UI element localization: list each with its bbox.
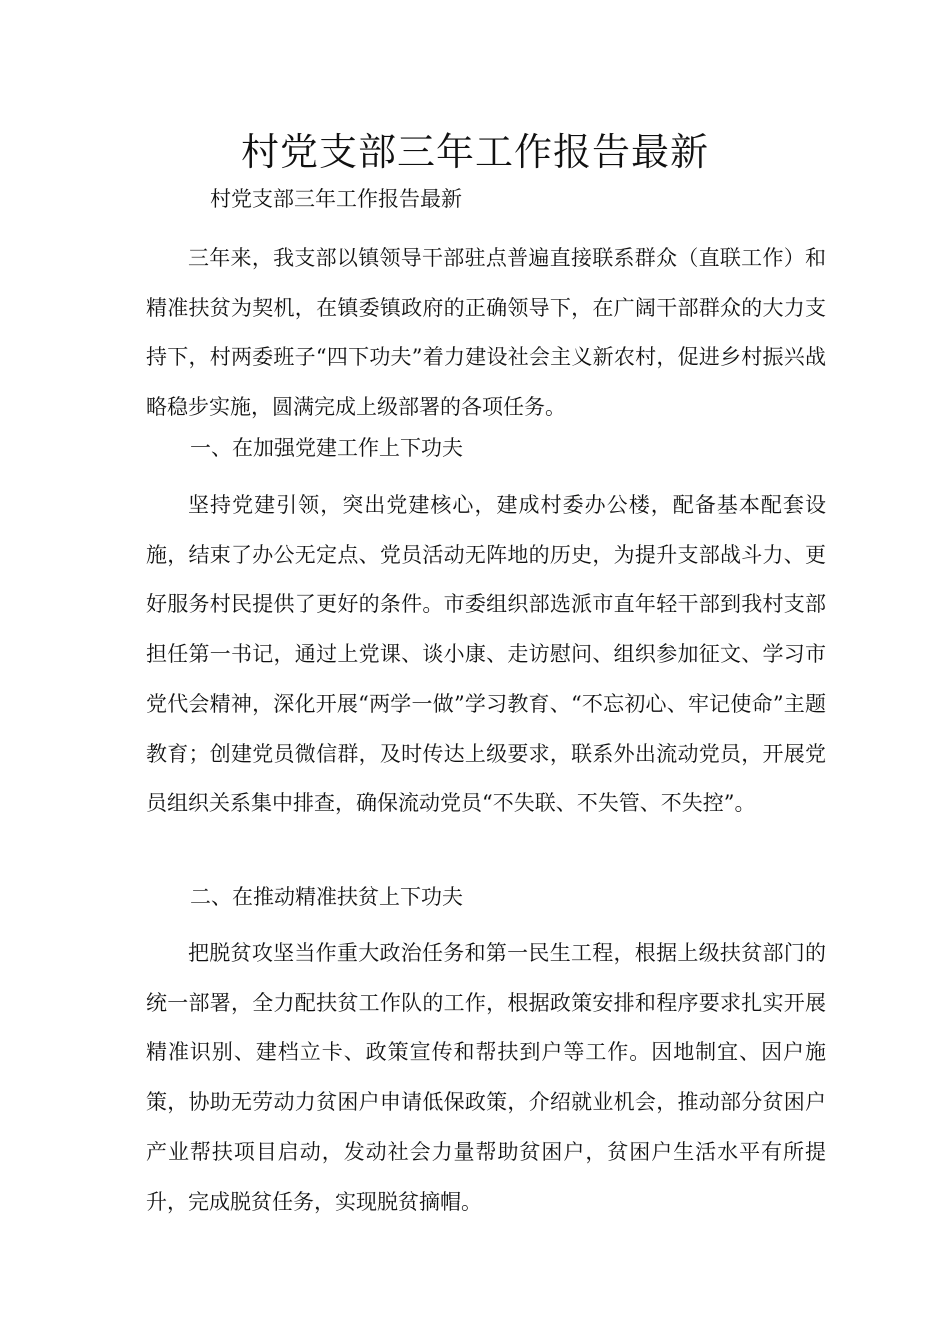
section-heading-party-building: 一、在加强党建工作上下功夫 <box>190 436 463 460</box>
document-subtitle: 村党支部三年工作报告最新 <box>210 187 462 211</box>
intro-paragraph: 三年来，我支部以镇领导干部驻点普遍直接联系群众（直联工作）和精准扶贫为契机，在镇委镇政府的正确领导下，在广阔干部群众的大力支持下，村两委班子“四下功夫”着力建设社会主义新农村，促进乡村振兴战略稳步实施，圆满完成上级部署的各项任务。 <box>146 246 826 420</box>
section-heading-poverty-alleviation: 二、在推动精准扶贫上下功夫 <box>190 885 463 909</box>
poverty-alleviation-paragraph: 把脱贫攻坚当作重大政治任务和第一民生工程，根据上级扶贫部门的统一部署，全力配扶贫工作队的工作，根据政策安排和程序要求扎实开展精准识别、建档立卡、政策宣传和帮扶到户等工作。因地制宜、因户施策，协助无劳动力贫困户申请低保政策，介绍就业机会，推动部分贫困户产业帮扶项目启动，发动社会力量帮助贫困户，贫困户生活水平有所提升，完成脱贫任务，实现脱贫摘帽。 <box>146 941 826 1214</box>
document-title: 村党支部三年工作报告最新 <box>240 130 709 174</box>
party-building-paragraph: 坚持党建引领，突出党建核心，建成村委办公楼，配备基本配套设施，结束了办公无定点、党员活动无阵地的历史，为提升支部战斗力、更好服务村民提供了更好的条件。市委组织部选派市直年轻干部到我村支部担任第一书记，通过上党课、谈小康、走访慰问、组织参加征文、学习市党代会精神，深化开展“两学一做”学习教育、“不忘初心、牢记使命”主题教育；创建党员微信群，及时传达上级要求，联系外出流动党员，开展党员组织关系集中排查，确保流动党员“不失联、不失管、不失控”。 <box>146 493 826 816</box>
